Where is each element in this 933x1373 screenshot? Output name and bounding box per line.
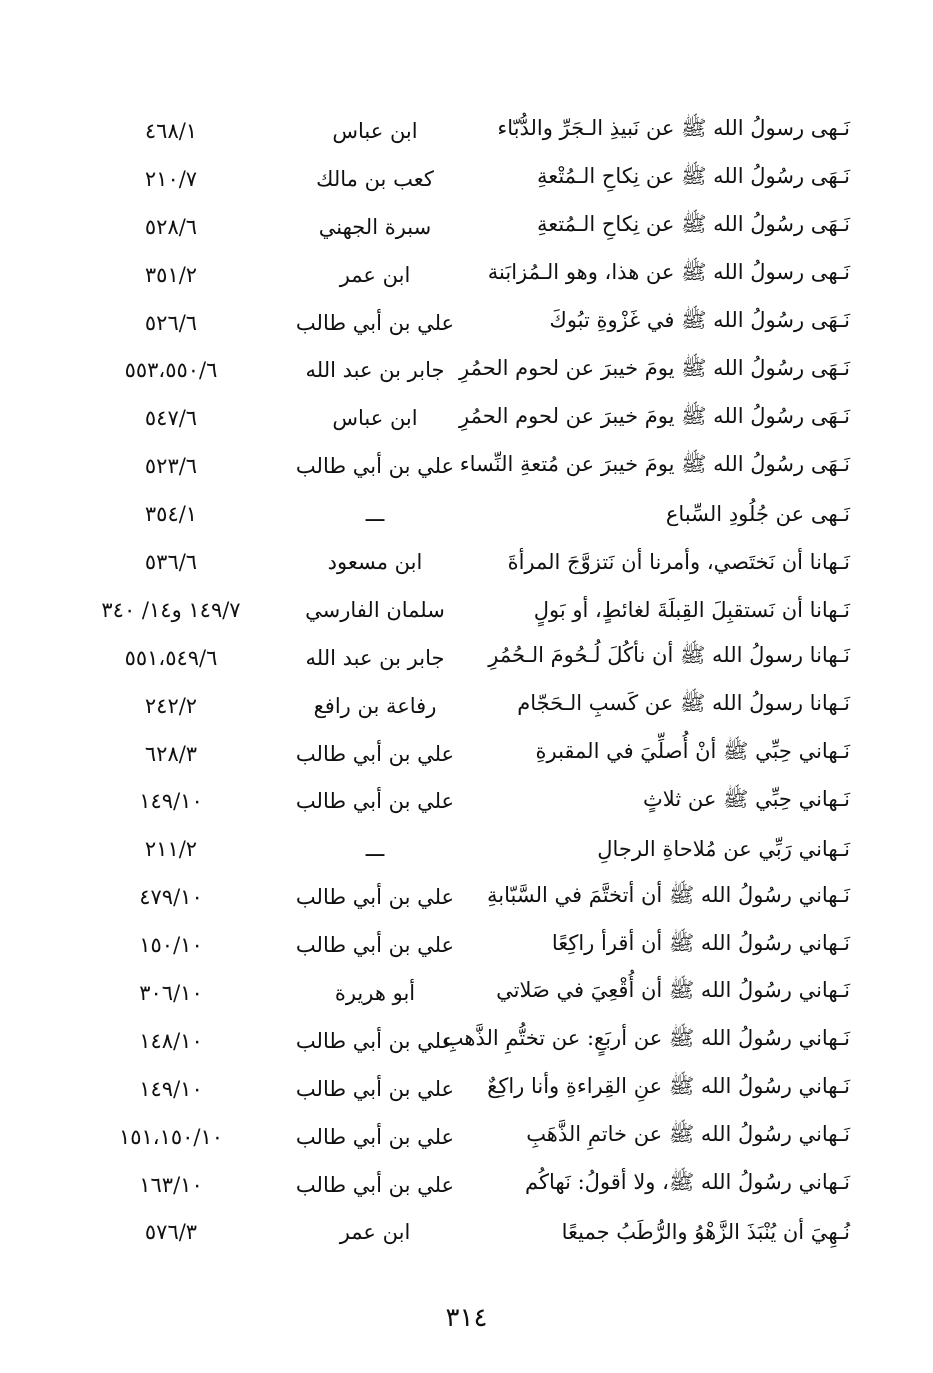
narrator-name: ـــ (365, 837, 385, 862)
narrator-name: ابن مسعود (327, 549, 423, 574)
hadith-text: نَـهى رسولُ الله ﷺ عن نَبيذِ الـجَرِّ والدُّبّاء (497, 116, 850, 141)
volume-page-ref: ١٤٩/١٠ (139, 789, 203, 814)
page-number: ٣١٤ (445, 1303, 488, 1333)
table-row (70, 203, 850, 251)
volume-page-ref: ٥٢٨/٦ (144, 214, 198, 239)
hadith-text: نُـهِيَ أن يُنْبَذَ الزَّهْوُ والرُّطَبُ جميعًا (561, 1220, 850, 1245)
volume-page-ref: ١٥٠/١٠ (139, 933, 203, 958)
table-row (70, 682, 850, 730)
volume-page-ref: ٤٦٨/١ (144, 118, 198, 143)
volume-page-ref: ١٦٣/١٠ (139, 1172, 203, 1197)
hadith-text: نَـهَى رسُولُ الله ﷺ في غَزْوةِ تبُوكَ (549, 308, 850, 332)
volume-page-ref: ٥٥١،٥٤٩/٦ (124, 645, 218, 670)
hadith-text: نَـهاني رسُولُ الله ﷺ عن خاتمِ الذَّهَبِ (526, 1122, 850, 1147)
narrator-name: أبو هريرة (334, 980, 416, 1005)
volume-page-ref: ٣٥١/٢ (144, 262, 198, 287)
table-row (70, 586, 850, 634)
volume-page-ref: ١٤٩/٧ و١٤/ ٣٤٠ (101, 597, 241, 622)
narrator-name: علي بن أبي طالب (295, 454, 455, 479)
volume-page-ref: ٥٤٧/٦ (144, 406, 198, 431)
narrator-name: علي بن أبي طالب (295, 310, 455, 335)
hadith-text: نَـهَى رسُولُ الله ﷺ يومَ خيبرَ عن مُتعةِ النِّساء (459, 451, 850, 476)
narrator-name: جابر بن عبد الله (305, 645, 445, 670)
narrator-name: علي بن أبي طالب (295, 789, 455, 814)
volume-page-ref: ٥٣٦/٦ (144, 549, 198, 574)
hadith-text: نَـهانا أن نَستقبِلَ القِبلَةَ لغائطٍ، أو بَولٍ (533, 597, 850, 622)
volume-page-ref: ١٥١،١٥٠/١٠ (118, 1124, 224, 1149)
hadith-text: نَـهاني رَبِّي عن مُلاحاةِ الرجالِ (597, 837, 850, 862)
table-row (70, 969, 850, 1017)
table-row (70, 155, 850, 203)
hadith-text: نَـهاني رسُولُ الله ﷺ، ولا أقولُ: نَهاكُم (525, 1170, 850, 1195)
narrator-name: علي بن أبي طالب (295, 1028, 455, 1053)
table-row (70, 251, 850, 299)
table-row (70, 1017, 850, 1065)
narrator-name: ابن عمر (339, 1220, 411, 1245)
volume-page-ref: ٥٢٦/٦ (144, 310, 198, 335)
narrator-name: ـــ (365, 502, 385, 527)
hadith-text: نَـهاني حِبِّي ﷺ عن ثلاثٍ (643, 786, 850, 811)
volume-page-ref: ١٤٩/١٠ (139, 1076, 203, 1101)
table-row (70, 107, 850, 155)
hadith-text: نَـهاني رسُولُ الله ﷺ عن أربَعٍ: عن تختُّمِ الذَّهبِ (443, 1026, 850, 1051)
table-row (70, 1161, 850, 1209)
table-row (70, 1208, 850, 1256)
volume-page-ref: ٦٢٨/٣ (144, 741, 198, 766)
hadith-text: نَـهاني رسُولُ الله ﷺ أن أُقْعِيَ في صَلاتي (496, 978, 850, 1003)
table-row (70, 299, 850, 347)
narrator-name: علي بن أبي طالب (295, 741, 455, 766)
volume-page-ref: ٥٢٣/٦ (144, 454, 198, 479)
table-row (70, 873, 850, 921)
table-row (70, 1113, 850, 1161)
table-row (70, 921, 850, 969)
hadith-text: نَـهى رسولُ الله ﷺ عن هذا، وهو الـمُزابَنة (487, 260, 850, 285)
hadith-text: نَـهانا أن نَختَصي، وأمرنا أن نَتزوَّجَ المرأةَ (507, 549, 850, 574)
narrator-name: رفاعة بن رافع (313, 693, 437, 718)
table-row (70, 442, 850, 490)
hadith-text: نَـهانا رسولُ الله ﷺ عن كَسبِ الـحَجّام (517, 691, 850, 716)
hadith-text: نَـهاني حِبِّي ﷺ أنْ أُصلِّيَ في المقبرةِ (535, 739, 850, 764)
volume-page-ref: ٣٥٤/١ (144, 502, 198, 527)
narrator-name: علي بن أبي طالب (295, 1076, 455, 1101)
table-row (70, 730, 850, 778)
narrator-name: سبرة الجهني (318, 214, 432, 239)
narrator-name: علي بن أبي طالب (295, 933, 455, 958)
table-row (70, 346, 850, 394)
hadith-text: نَـهاني رسُولُ الله ﷺ عنِ القِراءةِ وأنا راكِعٌ (487, 1074, 850, 1099)
narrator-name: علي بن أبي طالب (295, 885, 455, 910)
volume-page-ref: ٣٠٦/١٠ (139, 980, 203, 1005)
table-row (70, 634, 850, 682)
volume-page-ref: ٢١١/٢ (144, 837, 198, 862)
volume-page-ref: ١٤٨/١٠ (139, 1028, 203, 1053)
volume-page-ref: ٢١٠/٧ (144, 166, 198, 191)
hadith-text: نَـهَى رسُولُ الله ﷺ يومَ خيبرَ عن لحوم الحمُرِ (458, 403, 850, 428)
narrator-name: علي بن أبي طالب (295, 1124, 455, 1149)
narrator-name: ابن عباس (332, 406, 418, 431)
narrator-name: جابر بن عبد الله (305, 358, 445, 383)
volume-page-ref: ٤٧٩/١٠ (139, 885, 203, 910)
hadith-text: نَـهى عن جُلُودِ السِّباع (665, 502, 850, 527)
table-row (70, 538, 850, 586)
table-row (70, 394, 850, 442)
hadith-text: نَـهانا رسولُ الله ﷺ أن نأكُلَ لُـحُومَ الـحُمُرِ (488, 643, 850, 668)
volume-page-ref: ٥٧٦/٣ (144, 1220, 198, 1245)
narrator-name: كعب بن مالك (316, 166, 434, 191)
narrator-name: علي بن أبي طالب (295, 1172, 455, 1197)
table-row (70, 825, 850, 873)
hadith-text: نَـهَى رسُولُ الله ﷺ يومَ خيبرَ عن لحوم الحمُرِ (458, 355, 850, 380)
table-row (70, 777, 850, 825)
hadith-text: نَـهاني رسُولُ الله ﷺ أن أقرأ راكِعًا (551, 930, 850, 955)
volume-page-ref: ٥٥٣،٥٥٠/٦ (124, 358, 218, 383)
hadith-text: نَـهاني رسُولُ الله ﷺ أن أتختَّمَ في السَّبّابةِ (487, 882, 850, 907)
hadith-text: نَـهَى رسُولُ الله ﷺ عن نِكاحِ الـمُتعةِ (536, 212, 850, 237)
volume-page-ref: ٢٤٢/٢ (144, 693, 198, 718)
narrator-name: ابن عمر (339, 262, 411, 287)
narrator-name: سلمان الفارسي (305, 597, 445, 622)
hadith-index-table (70, 107, 850, 1256)
table-row (70, 1065, 850, 1113)
narrator-name: ابن عباس (332, 118, 418, 143)
hadith-text: نَـهَى رسُولُ الله ﷺ عن نِكاحِ الـمُتْعةِ (536, 164, 850, 189)
table-row (70, 490, 850, 538)
